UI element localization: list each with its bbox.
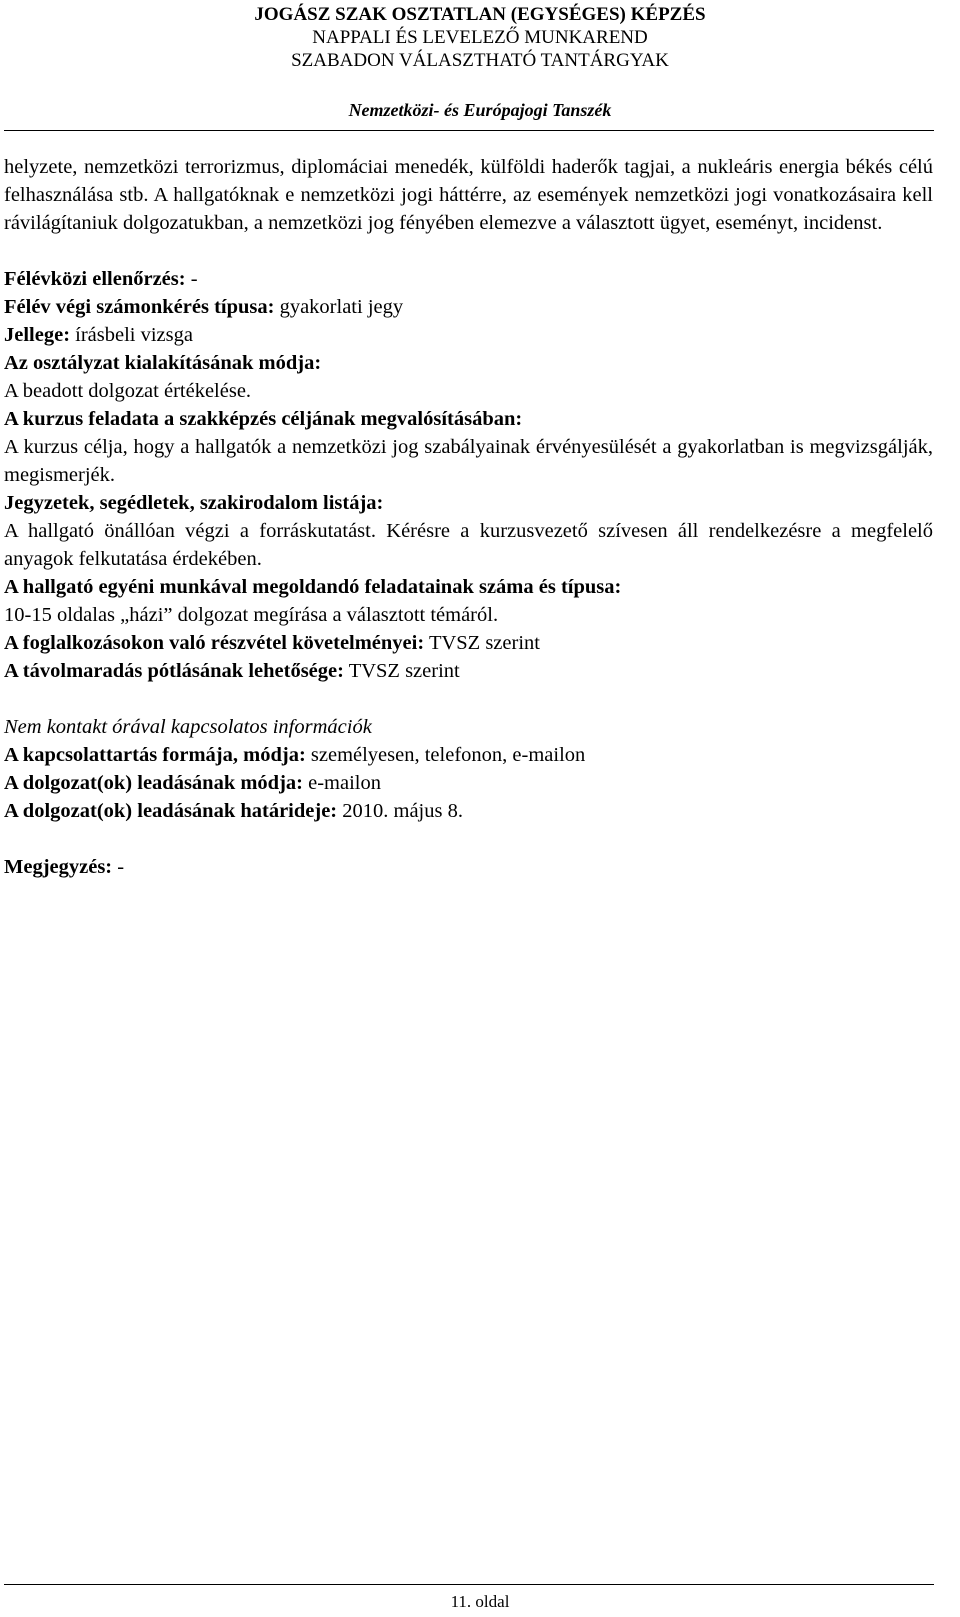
header-department: Nemzetközi- és Európajogi Tanszék — [348, 100, 612, 120]
exam-type-label: Félév végi számonkérés típusa: — [4, 296, 275, 318]
individual-label-line — [4, 573, 933, 601]
intro-paragraph: helyzete, nemzetközi terrorizmus, diplomáciai menedék, külföldi haderők tagjai, a nukleáris energia békés célú felhasználása stb. A hallgatóknak e nemzetközi jogi háttérre, az események nemzetközi jogi vonatkozásaira kell rávilágítaniuk dolgozatukban, a nemzetközi jog fényében elemezve a választott ügyet, eseményt, incidenst. — [4, 156, 933, 234]
midterm-value: - — [185, 268, 198, 290]
submission-label: A dolgozat(ok) leadásának módja: — [4, 772, 303, 794]
notes-label-line — [4, 489, 933, 517]
attendance-value: TVSZ szerint — [424, 632, 540, 654]
individual-label: A hallgató egyéni munkával megoldandó feladatainak száma és típusa: — [4, 576, 622, 598]
contact-line — [4, 741, 933, 769]
character-value: írásbeli vizsga — [70, 324, 193, 346]
spacer — [4, 825, 933, 853]
absence-line — [4, 657, 933, 685]
footer-divider — [4, 1584, 934, 1585]
header-divider — [4, 130, 934, 131]
character-label: Jellege: — [4, 324, 71, 346]
submission-line — [4, 769, 933, 797]
submission-value: e-mailon — [302, 772, 381, 794]
contact-value: személyesen, telefonon, e-mailon — [305, 744, 586, 766]
notes-label: Jegyzetek, segédletek, szakirodalom listája: — [4, 492, 384, 514]
document-body — [4, 153, 933, 881]
deadline-label: A dolgozat(ok) leadásának határideje: — [4, 800, 338, 822]
absence-value: TVSZ szerint — [343, 660, 460, 682]
spacer — [4, 685, 933, 713]
header-subtitle: NAPPALI ÉS LEVELEZŐ MUNKAREND — [312, 27, 648, 48]
task-label: A kurzus feladata a szakképzés céljának megvalósításában: — [4, 408, 523, 430]
grading-label-line — [4, 349, 933, 377]
contact-label: A kapcsolattartás formája, módja: — [4, 744, 306, 766]
remark-label: Megjegyzés: — [4, 856, 113, 878]
grading-value: A beadott dolgozat értékelése. — [4, 380, 252, 402]
remark-line — [4, 853, 933, 881]
attendance-line — [4, 629, 933, 657]
midterm-line — [4, 265, 933, 293]
midterm-label: Félévközi ellenőrzés: — [4, 268, 186, 290]
page-number: 11. oldal — [450, 1592, 510, 1611]
deadline-line — [4, 797, 933, 825]
notes-value: A hallgató önállóan végzi a forráskutatást. Kérésre a kurzusvezető szívesen áll rendelkezésre a megfelelő anyagok felkutatása érdekében. — [4, 520, 933, 570]
exam-type-line — [4, 293, 933, 321]
absence-label: A távolmaradás pótlásának lehetősége: — [4, 660, 344, 682]
character-line — [4, 321, 933, 349]
attendance-label: A foglalkozásokon való részvétel követelményei: — [4, 632, 425, 654]
task-value: A kurzus célja, hogy a hallgatók a nemzetközi jog szabályainak érvényesülését a gyakorlatban is megvizsgálják, megismerjék. — [4, 436, 933, 486]
individual-value: 10-15 oldalas „házi” dolgozat megírása a választott témáról. — [4, 604, 499, 626]
exam-type-value: gyakorlati jegy — [274, 296, 404, 318]
task-label-line — [4, 405, 933, 433]
spacer — [4, 237, 933, 265]
deadline-value: 2010. május 8. — [337, 800, 463, 822]
header-category: SZABADON VÁLASZTHATÓ TANTÁRGYAK — [291, 50, 669, 71]
remark-value: - — [112, 856, 125, 878]
non-contact-heading: Nem kontakt órával kapcsolatos információk — [4, 716, 372, 738]
header-title: JOGÁSZ SZAK OSZTATLAN (EGYSÉGES) KÉPZÉS — [254, 4, 706, 25]
grading-label: Az osztályzat kialakításának módja: — [4, 352, 322, 374]
